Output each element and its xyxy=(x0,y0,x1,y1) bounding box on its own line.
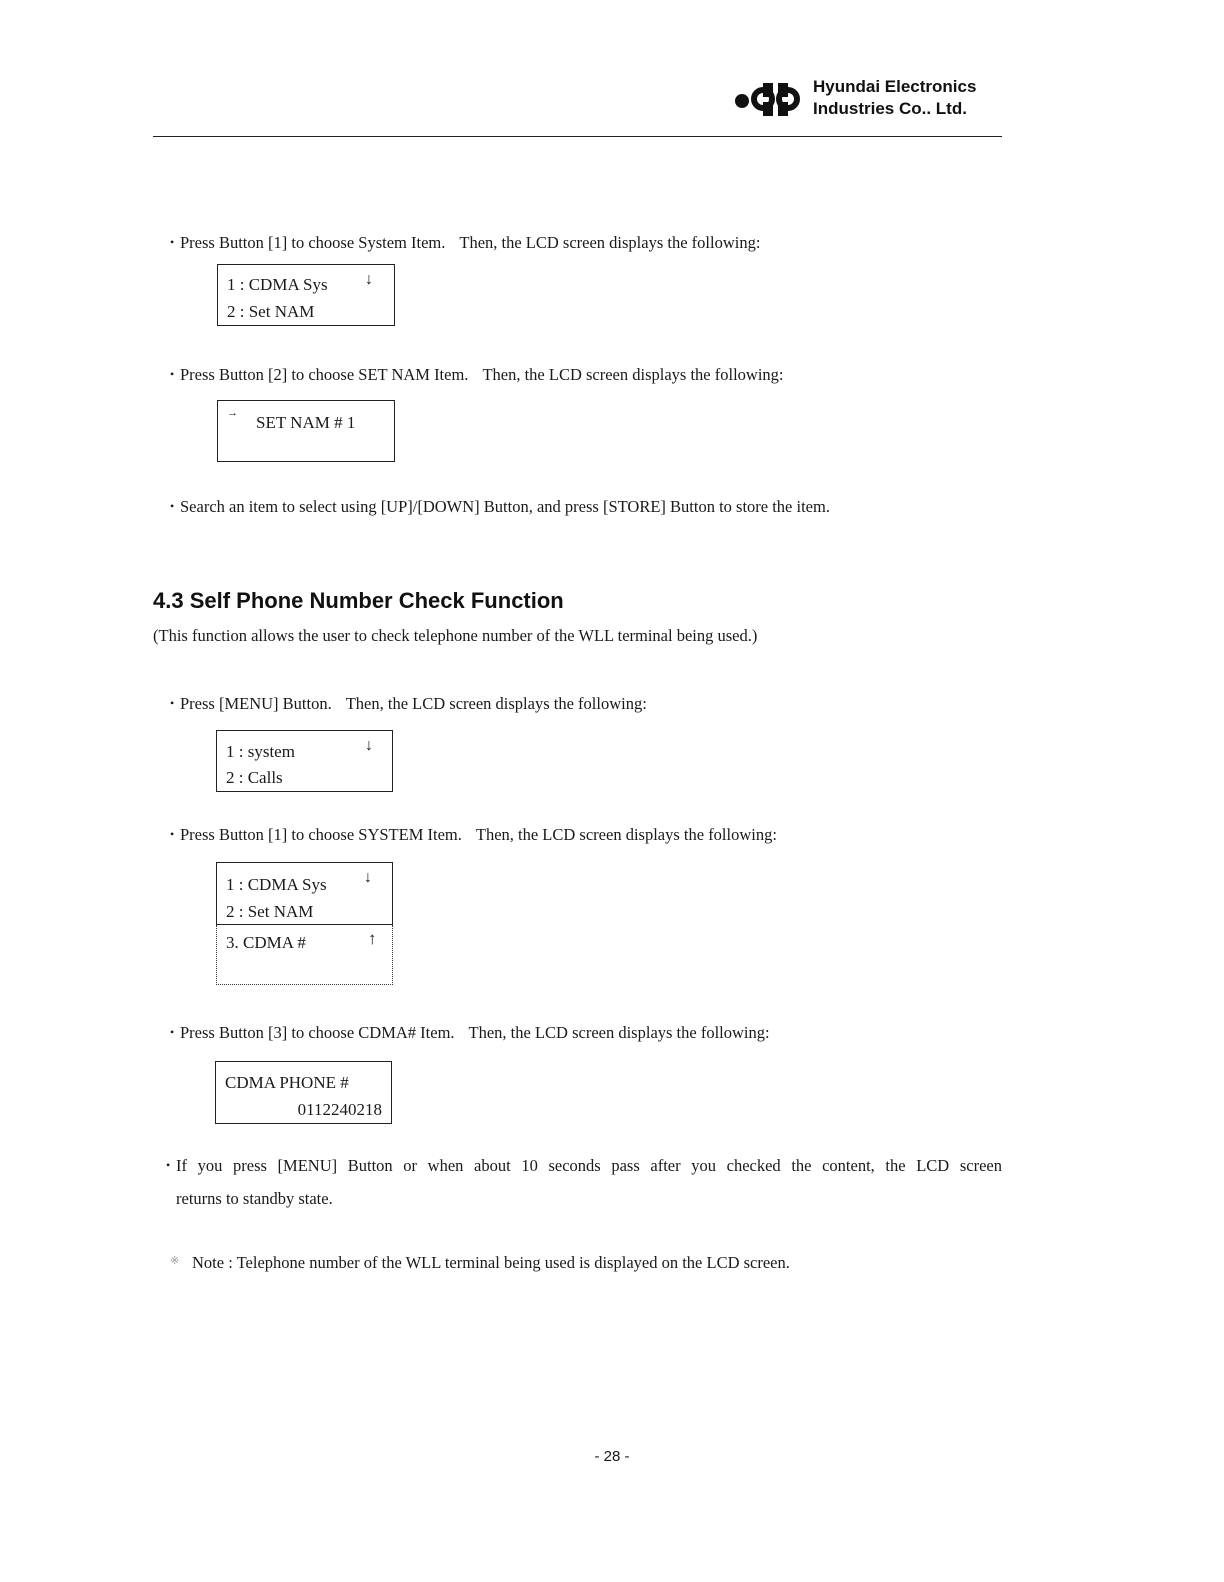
bullet-icon: • xyxy=(166,1158,171,1172)
step-2-instruction: Press Button [2] to choose SET NAM Item. xyxy=(180,365,469,384)
lcd-1-line-1: 1 : CDMA Sys xyxy=(227,275,328,294)
section-intro: (This function allows the user to check telephone number of the WLL terminal being used.) xyxy=(153,626,758,645)
lcd-3-line-2: 2 : Calls xyxy=(226,768,283,787)
note-text: Note : Telephone number of the WLL terminal being used is displayed on the LCD screen. xyxy=(192,1253,790,1272)
lcd-1-line-2: 2 : Set NAM xyxy=(227,302,315,321)
note-mark-icon: ※ xyxy=(170,1255,180,1267)
section-step-4-line-1 xyxy=(166,1154,1002,1177)
step-1-result: Then, the LCD screen displays the following: xyxy=(459,233,761,252)
section-step-3-result: Then, the LCD screen displays the following: xyxy=(468,1023,770,1042)
page-header xyxy=(153,72,1002,138)
right-arrow-icon: → xyxy=(227,407,238,419)
company-name-line1: Hyundai Electronics xyxy=(813,77,977,96)
section-step-1-result: Then, the LCD screen displays the following: xyxy=(345,694,647,713)
company-name xyxy=(813,76,976,120)
bullet-icon: • xyxy=(170,696,175,710)
bullet-icon: • xyxy=(170,827,175,841)
step-1-text xyxy=(170,231,760,254)
lcd-screen-4-scroll-area xyxy=(216,925,393,985)
bullet-icon: • xyxy=(170,1025,175,1039)
lcd-screen-1 xyxy=(217,264,395,326)
hyundai-logo xyxy=(733,80,803,118)
bullet-icon: • xyxy=(170,235,175,249)
section-step-2-result: Then, the LCD screen displays the following: xyxy=(475,825,777,844)
section-step-2-text xyxy=(170,823,777,846)
lcd-screen-5 xyxy=(215,1061,392,1124)
step-3-instruction: Search an item to select using [UP]/[DOWN] Button, and press [STORE] Button to store the item. xyxy=(180,497,830,516)
section-step-4-line-1-text: If you press [MENU] Button or when about 10 seconds pass after you checked the content, the LCD screen xyxy=(176,1156,1002,1175)
lcd-5-line-1: CDMA PHONE # xyxy=(225,1073,349,1092)
up-arrow-icon: ↑ xyxy=(368,929,377,948)
section-step-1-instruction: Press [MENU] Button. xyxy=(180,694,332,713)
lcd-5-line-2: 0112240218 xyxy=(297,1100,382,1119)
section-title: 4.3 Self Phone Number Check Function xyxy=(153,588,564,613)
note xyxy=(170,1253,790,1273)
section-step-3-text xyxy=(170,1021,770,1044)
down-arrow-icon: ↓ xyxy=(364,869,372,886)
step-1-instruction: Press Button [1] to choose System Item. xyxy=(180,233,446,252)
lcd-screen-4 xyxy=(216,862,393,925)
step-3-text xyxy=(170,495,830,518)
section-step-1-text xyxy=(170,692,647,715)
lcd-3-line-1: 1 : system xyxy=(226,742,295,761)
header-rule xyxy=(153,136,1002,137)
lcd-4-line-2: 2 : Set NAM xyxy=(226,902,314,921)
section-step-3-instruction: Press Button [3] to choose CDMA# Item. xyxy=(180,1023,455,1042)
step-2-result: Then, the LCD screen displays the following: xyxy=(482,365,784,384)
bullet-icon: • xyxy=(170,499,175,513)
lcd-4-line-3: 3. CDMA # xyxy=(226,933,306,952)
bullet-icon: • xyxy=(170,367,175,381)
company-name-line2: Industries Co.. Ltd. xyxy=(813,99,967,118)
section-step-4-line-2: returns to standby state. xyxy=(176,1189,333,1208)
lcd-4-line-1: 1 : CDMA Sys xyxy=(226,875,327,894)
down-arrow-icon: ↓ xyxy=(365,271,373,288)
section-step-4-text xyxy=(166,1154,1002,1210)
lcd-screen-2 xyxy=(217,400,395,462)
down-arrow-icon: ↓ xyxy=(365,737,373,754)
page-number: - 28 - xyxy=(594,1448,630,1465)
step-2-text xyxy=(170,363,784,386)
section-step-2-instruction: Press Button [1] to choose SYSTEM Item. xyxy=(180,825,462,844)
lcd-screen-3 xyxy=(216,730,393,792)
lcd-2-line-1: SET NAM # 1 xyxy=(256,413,356,432)
